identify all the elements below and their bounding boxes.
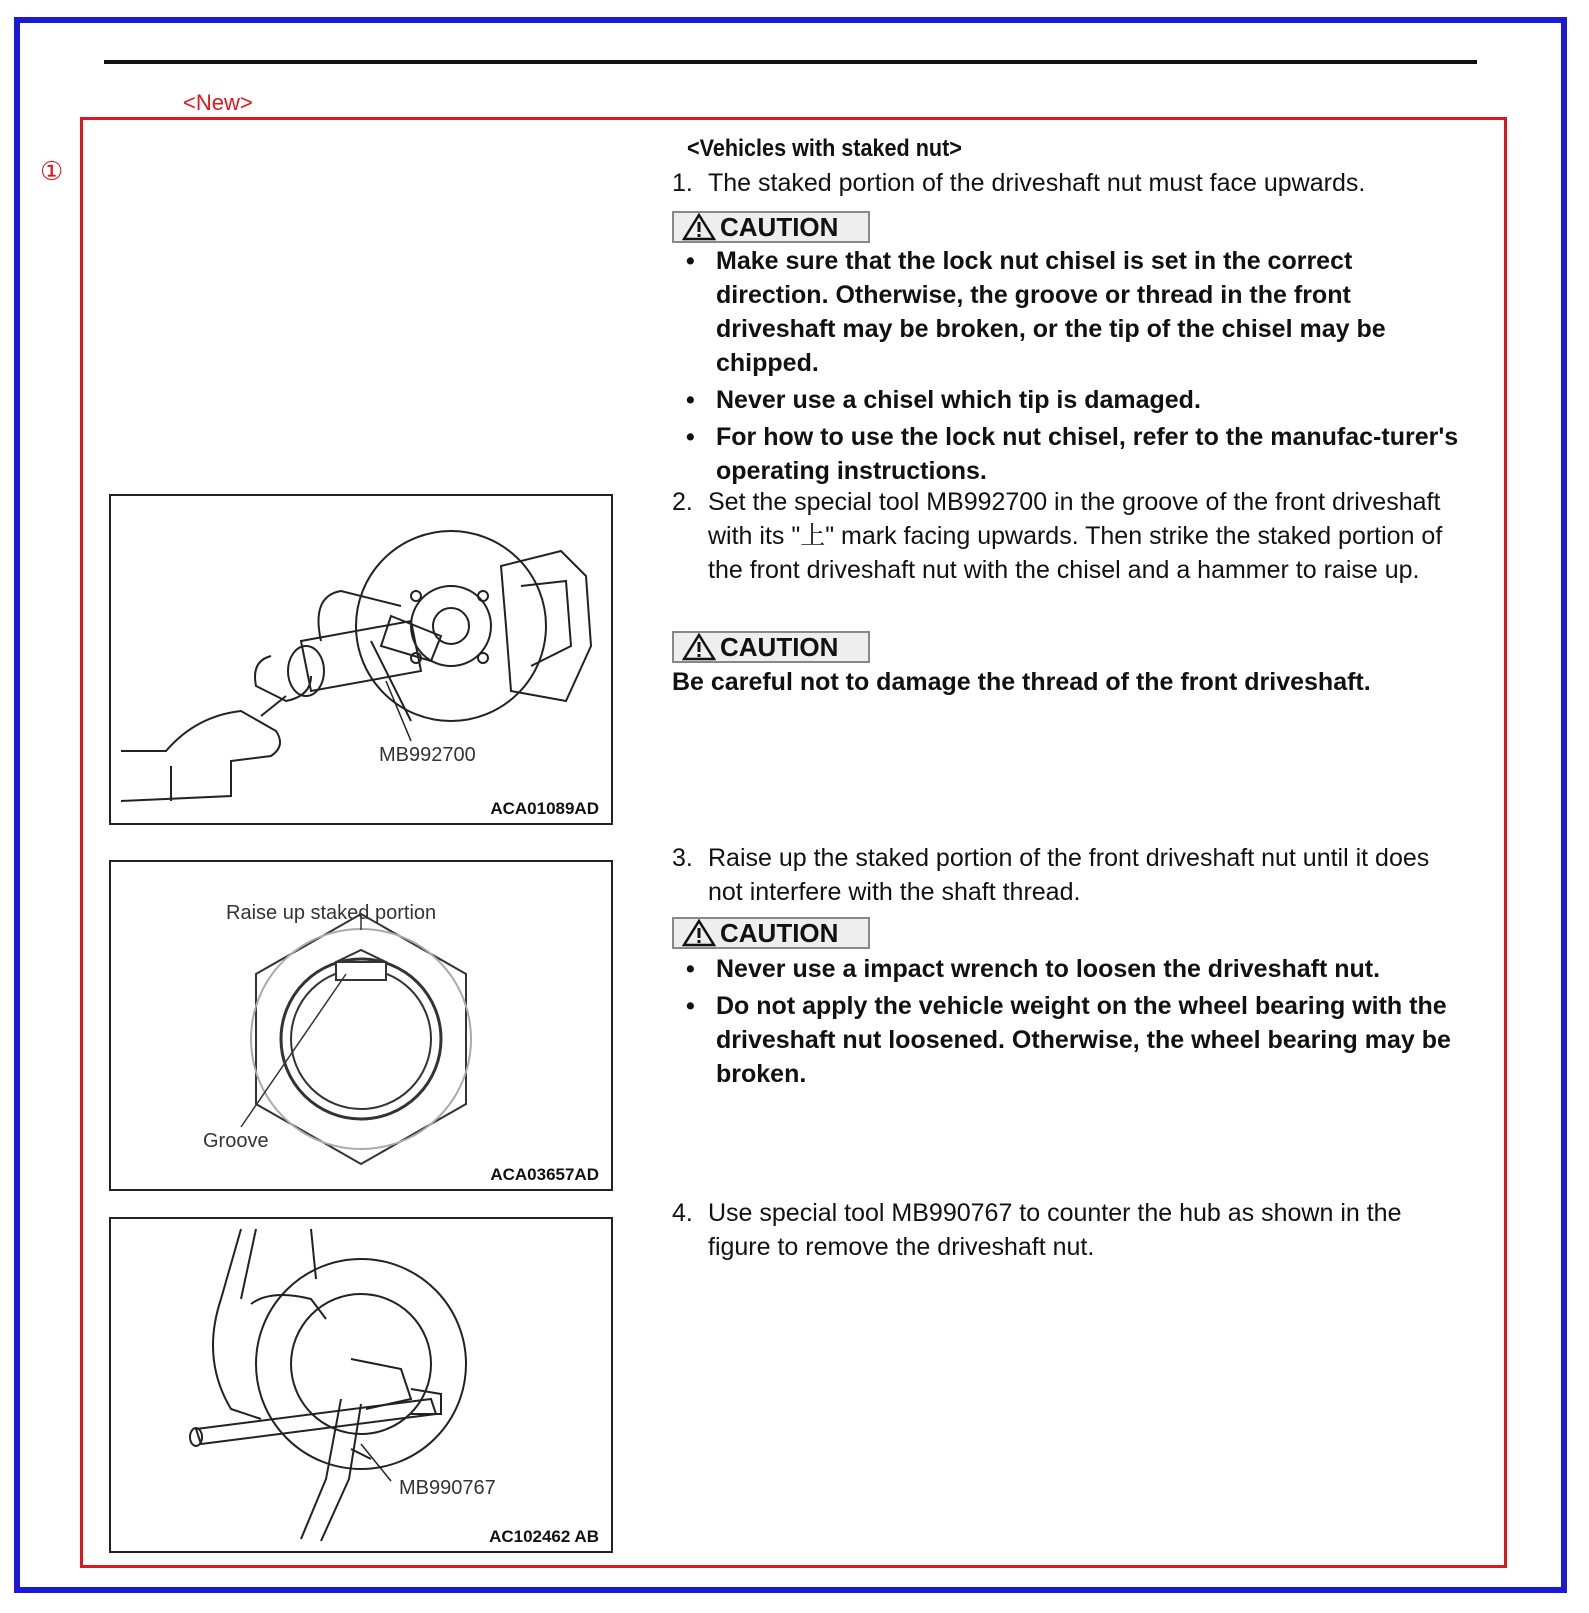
step-number: 3. (672, 844, 693, 872)
caution-label: CAUTION (720, 211, 839, 242)
step-3 (672, 841, 1462, 909)
header-rule (104, 60, 1477, 64)
caution-item: • Never use a chisel which tip is damaged. (672, 383, 1467, 417)
caution-label: CAUTION (720, 631, 839, 662)
new-tag: <New> (183, 90, 253, 115)
caution-box (672, 211, 870, 243)
step-4 (672, 1196, 1462, 1264)
step-text: The staked portion of the driveshaft nut must face upwards. (708, 169, 1366, 197)
tool-label: MB992700 (379, 744, 476, 766)
tool-label: MB990767 (399, 1477, 496, 1499)
caution-box (672, 631, 870, 663)
figure-code: ACA01089AD (490, 799, 599, 818)
figure-code: ACA03657AD (490, 1165, 599, 1184)
revision-mark: ① (40, 156, 64, 186)
chisel-hammer-illustration (111, 496, 611, 823)
step-text: Set the special tool MB992700 in the groove of the front driveshaft with its "上" mark facing upwards. Then strike the staked portion of the front driveshaft nut with the chisel and a hammer to raise up. (708, 488, 1443, 584)
step-text: Raise up the staked portion of the front driveshaft nut until it does not interfere with the shaft thread. (708, 844, 1430, 906)
caution-box (672, 917, 870, 949)
caution-label: CAUTION (720, 917, 839, 948)
step-number: 2. (672, 488, 693, 516)
hub-tool-illustration (111, 1219, 611, 1551)
caution-1-list (672, 244, 1467, 491)
step-number: 4. (672, 1199, 693, 1227)
step-2 (672, 485, 1462, 587)
step-number: 1. (672, 169, 693, 197)
step-text: Use special tool MB990767 to counter the hub as shown in the figure to remove the driveshaft nut. (708, 1199, 1402, 1261)
caution-item: • Do not apply the vehicle weight on the wheel bearing with the driveshaft nut loosened. Otherwise, the wheel bearing may be broken. (672, 989, 1467, 1091)
caution-3-list (672, 952, 1467, 1094)
figure-staked-nut (109, 860, 613, 1191)
section-heading: <Vehicles with staked nut> (687, 135, 962, 162)
warning-triangle-icon (682, 919, 716, 947)
figure-hub-tool (109, 1217, 613, 1553)
caution-item: • For how to use the lock nut chisel, refer to the manufac-turer's operating instructions. (672, 420, 1467, 488)
warning-triangle-icon (682, 213, 716, 241)
figure-code: AC102462 AB (489, 1527, 599, 1546)
staked-portion-label: Raise up staked portion (226, 902, 437, 924)
caution-2-text: Be careful not to damage the thread of the front driveshaft. (672, 668, 1371, 696)
figure-chisel-hammer (109, 494, 613, 825)
caution-item: • Make sure that the lock nut chisel is set in the correct direction. Otherwise, the groove or thread in the front driveshaft may be broken, or the tip of the chisel may be chipped. (672, 244, 1467, 380)
warning-triangle-icon (682, 633, 716, 661)
caution-item: • Never use a impact wrench to loosen the driveshaft nut. (672, 952, 1467, 986)
step-1 (672, 166, 1472, 200)
groove-label: Groove (203, 1130, 269, 1152)
